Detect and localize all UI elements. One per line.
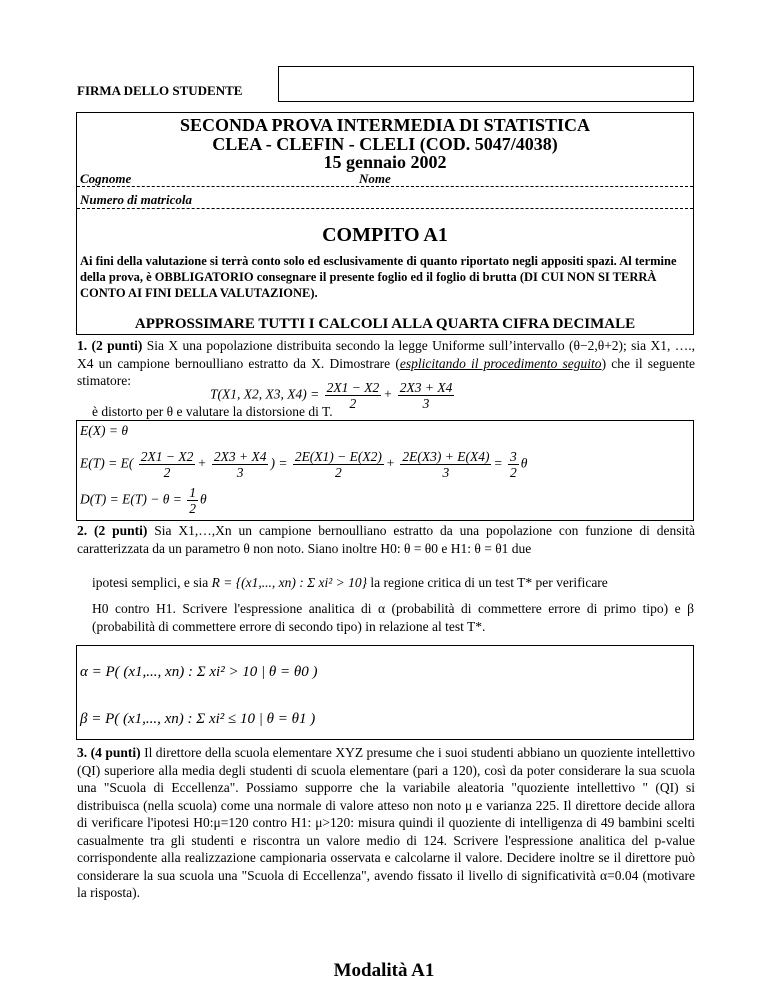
beta-expression: β = P( (x1,..., xn) : Σ xi² ≤ 10 | θ = θ1 ) (80, 711, 316, 727)
header-box (76, 112, 694, 335)
frac-den: 2 (334, 465, 342, 480)
q2-text-a: Sia X1,…,Xn un campione bernoulliano estratto da una popolazione con funzione di densità caratterizzata da un parametro θ non noto. Siano inoltre H0: θ = θ0 e H1: θ = θ1 due (77, 523, 696, 556)
footer-modalita: Modalità A1 (333, 960, 435, 981)
theta: θ (520, 455, 528, 471)
critical-region: R = {(x1,..., xn) : Σ xi² > 10} (211, 575, 368, 590)
q2-answer-box[interactable] (76, 645, 694, 740)
answer-et: E(T) = E( $\frac{2X1 - X2}{2}$ + $\frac{2X3 + X4}{3}$ ) = $\frac{2E(X1) - E(X2)}{2}$ + $\frac{2E(X3) + E(X4)}{3}$ = $\frac{3}{2}$ θ (80, 449, 528, 480)
frac-den: 3 (422, 396, 430, 411)
frac-num: 2X3 + X4 (213, 449, 267, 464)
q1-answer-box[interactable] (76, 420, 694, 521)
matricola-label: Numero di matricola (80, 192, 192, 207)
dt-lhs: D(T) = E(T) − θ = (80, 491, 182, 507)
frac-num: 3 (509, 449, 517, 464)
exam-title: SECONDA PROVA INTERMEDIA DI STATISTICA (179, 115, 591, 135)
q3-text: Il direttore della scuola elementare XYZ presume che i suoi studenti abbiano un quoziente intellettivo (QI) superiore alla media degli studenti di scuola elementare (pari a 120), così da poter considerare la sua scuola una "Scuola di Eccellenza". Possiamo supporre che la variabile aleatoria "quoziente intellettivo " (QI) si distribuisca (nella scuola) come una normale di valore atteso non noto μ e varianza 225. Il direttore decide allora di verificare l'ipotesi H0:μ=120 contro H1: μ>120: misura quindi il quoziente di intelligenza di 49 bambini scelti casualmente tra gli studenti e riscontra un valore medio di 124. Scrivere l'espressione analitica del p-value corrispondente alla realizzazione campionaria osservata e calcolarne il valore. Decidere inoltre se il direttore può considerare la sua scuola una "Scuola di Eccellenza", avendo fissato il livello di significatività α=0.04 (motivare la risposta). (77, 745, 696, 900)
nome-label: Nome (359, 171, 391, 186)
approx-notice: APPROSSIMARE TUTTI I CALCOLI ALLA QUARTA CIFRA DECIMALE (134, 316, 636, 332)
answer-ex: E(X) = θ (80, 423, 128, 438)
q1-points: 1. (2 punti) (77, 338, 143, 353)
question-2 (77, 522, 695, 557)
q1-underline: esplicitando il procedimento seguito (399, 355, 602, 371)
q2-points: 2. (2 punti) (77, 523, 148, 538)
theta: θ (199, 491, 207, 507)
signature-field[interactable] (278, 66, 694, 102)
course-codes: CLEA - CLEFIN - CLELI (COD. 5047/4038) (212, 134, 558, 154)
dashed-divider (77, 186, 693, 187)
alpha-expression: α = P( (x1,..., xn) : Σ xi² > 10 | θ = θ0 ) (80, 664, 318, 680)
frac-num: 2X3 + X4 (399, 380, 453, 395)
q3-points: 3. (4 punti) (77, 745, 141, 760)
answer-dt (80, 485, 207, 516)
frac-num: 1 (189, 485, 196, 500)
compito-title: COMPITO A1 (322, 224, 448, 246)
formula-lhs: T(X1, X2, X3, X4) = (210, 386, 320, 402)
dashed-divider (77, 208, 693, 209)
exam-date: 15 gennaio 2002 (323, 152, 447, 172)
q2-line-b (92, 574, 694, 592)
signature-label: FIRMA DELLO STUDENTE (77, 83, 243, 98)
frac-num: 2X1 − X2 (326, 380, 380, 395)
frac-den: 2 (189, 501, 196, 516)
q1-after: è distorto per θ e valutare la distorsione di T. (92, 404, 333, 419)
frac-num: 2E(X1) − E(X2) (294, 449, 382, 464)
frac-den: 3 (442, 465, 450, 480)
frac-num: 2E(X3) + E(X4) (402, 449, 490, 464)
q2-text-b2: la regione critica di un test T* per verificare (370, 575, 608, 590)
frac-den: 3 (236, 465, 244, 480)
q2-text-b1: ipotesi semplici, e sia (92, 575, 209, 590)
q1-text-b: ) che il seguente stimatore: (77, 355, 696, 388)
et-lhs: E(T) = E (80, 455, 129, 471)
frac-num: 2X1 − X2 (140, 449, 194, 464)
q1-text-a: Sia X una popolazione distribuita secondo la legge Uniforme sull’intervallo (θ−2,θ+2); sia X1, …., X4 un campione bernoulliano estratto da X. Dimostrare ( (77, 338, 696, 371)
frac-den: 2 (509, 465, 517, 480)
q1-formula: T(X1, X2, X3, X4) = $\frac{2X1 - X2}{2}$ + $\frac{2X3 + X4}{3}$ (210, 380, 453, 411)
q2-text-c: H0 contro H1. Scrivere l'espressione analitica di α (probabilità di commettere errore di primo tipo) e β (probabilità di commettere errore di secondo tipo) in relazione al test T*. (92, 601, 694, 634)
frac-den: 2 (349, 396, 357, 411)
cognome-label: Cognome (80, 171, 132, 186)
frac-den: 2 (163, 465, 171, 480)
instructions: Ai fini della valutazione si terrà conto solo ed esclusivamente di quanto riportato negli appositi spazi. Al termine della prova, è OBBLIGATORIO consegnare il presente foglio ed il foglio di brutta (DI CUI NON SI TERRÀ CONTO AI FINI DELLA VALUTAZIONE). (80, 254, 677, 300)
question-3 (77, 744, 695, 902)
